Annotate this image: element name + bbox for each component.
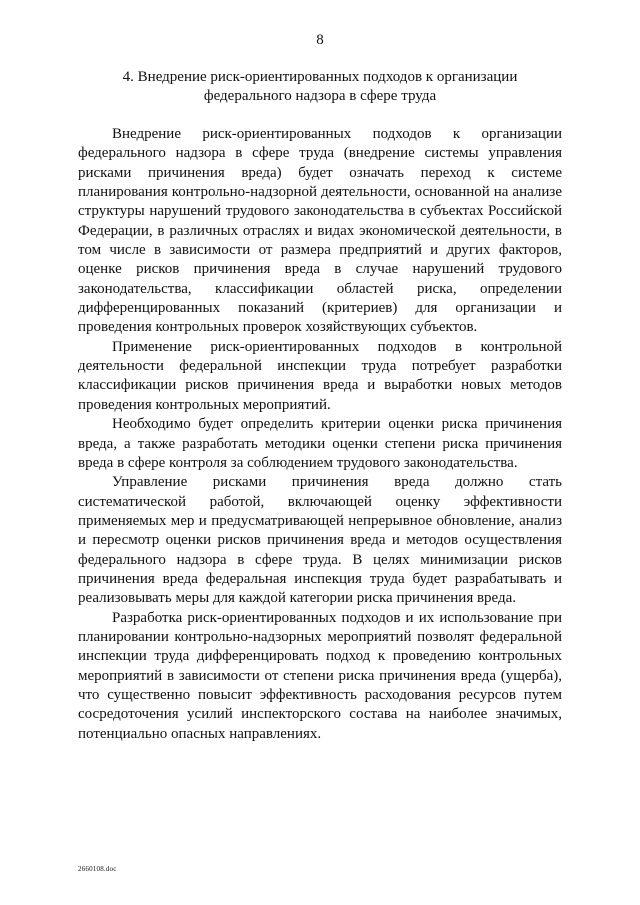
paragraph-1: Внедрение риск-ориентированных подходов к организации федерального надзора в сфере труда (внедрение системы управления рисками причинения вреда) будет означать переход к системе планирования контрольно-надзорной деятельности, основанной на анализе структуры нарушений трудового законодательства в субъектах Российской Федерации, в различных отраслях и видах экономической деятельности, в том числе в зависимости от размера предприятий и других факторов, оценке рисков причинения вреда в случае нарушений трудового законодательства, классификации областей риска, определении дифференцированных показаний (критериев) для организации и проведения контрольных проверок хозяйствующих субъектов.	[78, 126, 562, 336]
section-body	[78, 125, 562, 744]
paragraph-2: Применение риск-ориентированных подходов в контрольной деятельности федеральной инспекции труда потребует разработки классификации рисков причинения вреда и выработки новых методов проведения контрольных мероприятий.	[78, 338, 562, 413]
section-heading-line-1: 4. Внедрение риск-ориентированных подходов к организации	[122, 69, 518, 85]
section-heading-line-2: федерального надзора в сфере труда	[203, 88, 437, 104]
page-number: 8	[316, 32, 324, 48]
paragraph-3: Необходимо будет определить критерии оценки риска причинения вреда, а также разработать методики оценки степени риска причинения вреда в сфере контроля за соблюдением трудового законодательства.	[78, 416, 562, 471]
paragraph-4: Управление рисками причинения вреда должно стать систематической работой, включающей оценку эффективности применяемых мер и предусматривающей непрерывное обновление, анализ и пересмотр оценки рисков причинения вреда и методов осуществления федерального надзора в сфере труда. В целях минимизации рисков причинения вреда федеральная инспекция труда будет разрабатывать и реализовывать меры для каждой категории риска причинения вреда.	[78, 474, 562, 607]
document-file-code: 2660108.doc	[78, 865, 117, 873]
paragraph-5: Разработка риск-ориентированных подходов и их использование при планировании контрольно-надзорных мероприятий позволят федеральной инспекции труда дифференцировать подход к проведению контрольных мероприятий в зависимости от степени риска причинения вреда (ущерба), что существенно повысит эффективность расходования ресурсов путем сосредоточения усилий инспекторского состава на наиболее значимых, потенциально опасных направлениях.	[78, 609, 562, 742]
section-heading	[72, 68, 568, 106]
